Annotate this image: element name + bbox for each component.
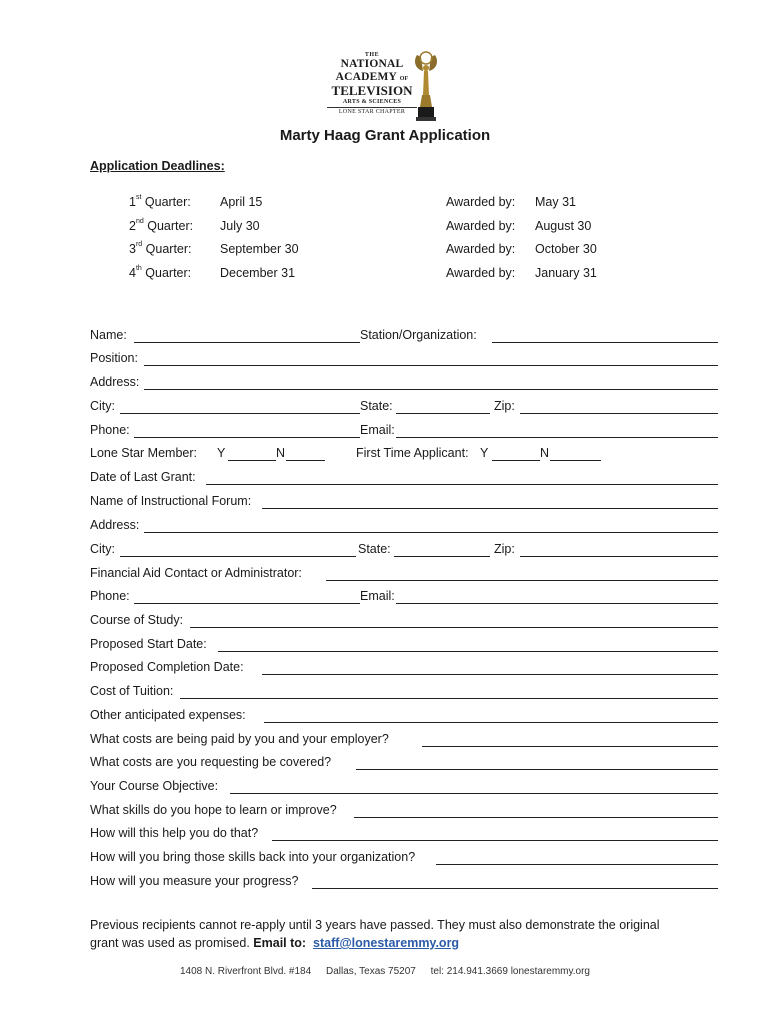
position-row	[90, 351, 718, 369]
forum-field[interactable]	[262, 494, 718, 509]
logo-line-national: NATIONAL	[340, 58, 404, 70]
objective-label: Your Course Objective:	[90, 779, 219, 793]
aid-contact-label: Financial Aid Contact or Administrator:	[90, 566, 302, 580]
logo-line-arts: ARTS & SCIENCES	[342, 99, 402, 105]
forum-state-field[interactable]	[394, 542, 490, 557]
position-label: Position:	[90, 351, 138, 365]
logo-line-of: OF	[399, 75, 409, 82]
forum-city-field[interactable]	[120, 542, 356, 557]
member-no-label: N	[276, 446, 286, 460]
costs-requested-row	[90, 755, 718, 773]
awarded-date: May 31	[535, 195, 576, 209]
quarter-row	[0, 195, 770, 213]
quarter-label: Quarter:	[145, 242, 192, 256]
email-label: Email:	[360, 423, 395, 437]
quarter-number: 2	[129, 219, 136, 233]
member-row	[90, 446, 718, 464]
tuition-field[interactable]	[180, 684, 718, 699]
email-to-label: Email to:	[253, 936, 307, 950]
forum-row	[90, 494, 718, 512]
forum-address-field[interactable]	[144, 518, 718, 533]
logo-line-the: THE	[364, 52, 380, 58]
logo-line-academy: ACADEMY	[335, 70, 397, 83]
name-field[interactable]	[134, 328, 360, 343]
logo-line-television: TELEVISION	[331, 83, 413, 98]
awarded-by-label: Awarded by:	[446, 242, 516, 256]
start-date-row	[90, 637, 718, 655]
help-label: How will this help you do that?	[90, 826, 259, 840]
footer-note-text: Previous recipients cannot re-apply until 3 years have passed. They must also demonstrate the original grant was used as promised.	[90, 918, 660, 950]
awarded-by-label: Awarded by:	[446, 219, 516, 233]
member-label: Lone Star Member:	[90, 446, 197, 460]
costs-requested-label: What costs are you requesting be covered?	[90, 755, 332, 769]
address-city: Dallas, Texas 75207	[325, 966, 416, 977]
member-yes-label: Y	[217, 446, 226, 460]
forum-label: Name of Instructional Forum:	[90, 494, 252, 508]
quarter-deadline: September 30	[220, 242, 299, 256]
aid-contact-row	[90, 566, 718, 584]
course-row	[90, 613, 718, 631]
city-row	[90, 399, 718, 417]
forum-state-label: State:	[358, 542, 391, 556]
help-row	[90, 826, 718, 844]
aid-contact-field[interactable]	[326, 566, 718, 581]
course-label: Course of Study:	[90, 613, 184, 627]
forum-city-label: City:	[90, 542, 115, 556]
city-label: City:	[90, 399, 115, 413]
last-grant-field[interactable]	[206, 470, 718, 485]
tuition-row	[90, 684, 718, 702]
costs-paid-field[interactable]	[422, 732, 718, 747]
quarter-number: 1	[129, 195, 136, 209]
awarded-date: October 30	[535, 242, 597, 256]
aid-phone-field[interactable]	[134, 589, 360, 604]
costs-requested-field[interactable]	[356, 755, 718, 770]
awarded-by-label: Awarded by:	[446, 195, 516, 209]
state-field[interactable]	[396, 399, 490, 414]
last-grant-row	[90, 470, 718, 488]
quarter-number: 4	[129, 266, 136, 280]
zip-field[interactable]	[520, 399, 718, 414]
quarter-suffix: nd	[135, 218, 144, 225]
quarter-suffix: th	[135, 265, 142, 272]
position-field[interactable]	[144, 351, 718, 366]
email-field[interactable]	[396, 423, 718, 438]
logo-line-chapter: LONE STAR CHAPTER	[327, 107, 417, 115]
first-time-no-field[interactable]	[550, 446, 601, 461]
aid-email-field[interactable]	[396, 589, 718, 604]
measure-label: How will you measure your progress?	[90, 874, 299, 888]
address-label: Address:	[90, 375, 140, 389]
quarter-number: 3	[129, 242, 136, 256]
station-field[interactable]	[492, 328, 718, 343]
quarter-row	[0, 219, 770, 237]
zip-label: Zip:	[494, 399, 515, 413]
academy-logo	[327, 49, 443, 123]
aid-phone-label: Phone:	[90, 589, 130, 603]
forum-zip-field[interactable]	[520, 542, 718, 557]
aid-phone-row	[90, 589, 718, 607]
last-grant-label: Date of Last Grant:	[90, 470, 196, 484]
quarter-row	[0, 266, 770, 284]
city-field[interactable]	[120, 399, 360, 414]
forum-city-row	[90, 542, 718, 560]
quarter-label: Quarter:	[144, 195, 191, 209]
phone-field[interactable]	[134, 423, 360, 438]
costs-paid-label: What costs are being paid by you and your employer?	[90, 732, 389, 746]
objective-field[interactable]	[230, 779, 718, 794]
measure-field[interactable]	[312, 874, 718, 889]
tuition-label: Cost of Tuition:	[90, 684, 174, 698]
member-yes-field[interactable]	[228, 446, 276, 461]
quarter-deadline: July 30	[220, 219, 260, 233]
completion-date-label: Proposed Completion Date:	[90, 660, 244, 674]
completion-date-row	[90, 660, 718, 678]
first-time-label: First Time Applicant:	[356, 446, 469, 460]
address-street: 1408 N. Riverfront Blvd. #184	[180, 966, 312, 977]
quarter-suffix: rd	[135, 241, 143, 248]
address-field[interactable]	[144, 375, 718, 390]
costs-paid-row	[90, 732, 718, 750]
first-time-yes-label: Y	[480, 446, 489, 460]
quarter-label: Quarter:	[147, 219, 194, 233]
bring-skills-label: How will you bring those skills back into your organization?	[90, 850, 416, 864]
first-time-no-label: N	[540, 446, 550, 460]
skills-label: What skills do you hope to learn or improve?	[90, 803, 337, 817]
awarded-date: January 31	[535, 266, 597, 280]
aid-email-label: Email:	[360, 589, 395, 603]
forum-zip-label: Zip:	[494, 542, 515, 556]
address-row	[90, 375, 718, 393]
other-expenses-label: Other anticipated expenses:	[90, 708, 246, 722]
forum-address-label: Address:	[90, 518, 140, 532]
awarded-by-label: Awarded by:	[446, 266, 516, 280]
awarded-date: August 30	[535, 219, 592, 233]
quarter-deadline: December 31	[220, 266, 296, 280]
name-label: Name:	[90, 328, 127, 342]
name-row	[90, 328, 718, 346]
member-no-field[interactable]	[286, 446, 325, 461]
skills-row	[90, 803, 718, 821]
phone-label: Phone:	[90, 423, 130, 437]
course-field[interactable]	[190, 613, 718, 628]
quarter-deadline: April 15	[220, 195, 263, 209]
form-title: Marty Haag Grant Application	[279, 127, 491, 144]
forum-address-row	[90, 518, 718, 536]
measure-row	[90, 874, 718, 892]
start-date-field[interactable]	[218, 637, 718, 652]
deadlines-heading: Application Deadlines:	[90, 159, 225, 173]
objective-row	[90, 779, 718, 797]
chapter-address	[0, 966, 770, 977]
state-label: State:	[360, 399, 393, 413]
bring-skills-row	[90, 850, 718, 868]
quarter-row	[0, 242, 770, 260]
first-time-yes-field[interactable]	[492, 446, 540, 461]
footer-note	[90, 916, 690, 952]
help-field[interactable]	[272, 826, 718, 841]
bring-skills-field[interactable]	[436, 850, 718, 865]
completion-date-field[interactable]	[262, 660, 718, 675]
quarter-label: Quarter:	[145, 266, 192, 280]
phone-row	[90, 423, 718, 441]
station-label: Station/Organization:	[360, 328, 477, 342]
start-date-label: Proposed Start Date:	[90, 637, 207, 651]
address-contact: tel: 214.941.3669 lonestaremmy.org	[430, 966, 590, 977]
quarter-suffix: st	[135, 194, 142, 201]
emmy-statuette-icon	[411, 51, 441, 123]
skills-field[interactable]	[354, 803, 718, 818]
other-expenses-row	[90, 708, 718, 726]
staff-email-link[interactable]: staff@lonestaremmy.org	[313, 936, 460, 950]
other-expenses-field[interactable]	[264, 708, 718, 723]
